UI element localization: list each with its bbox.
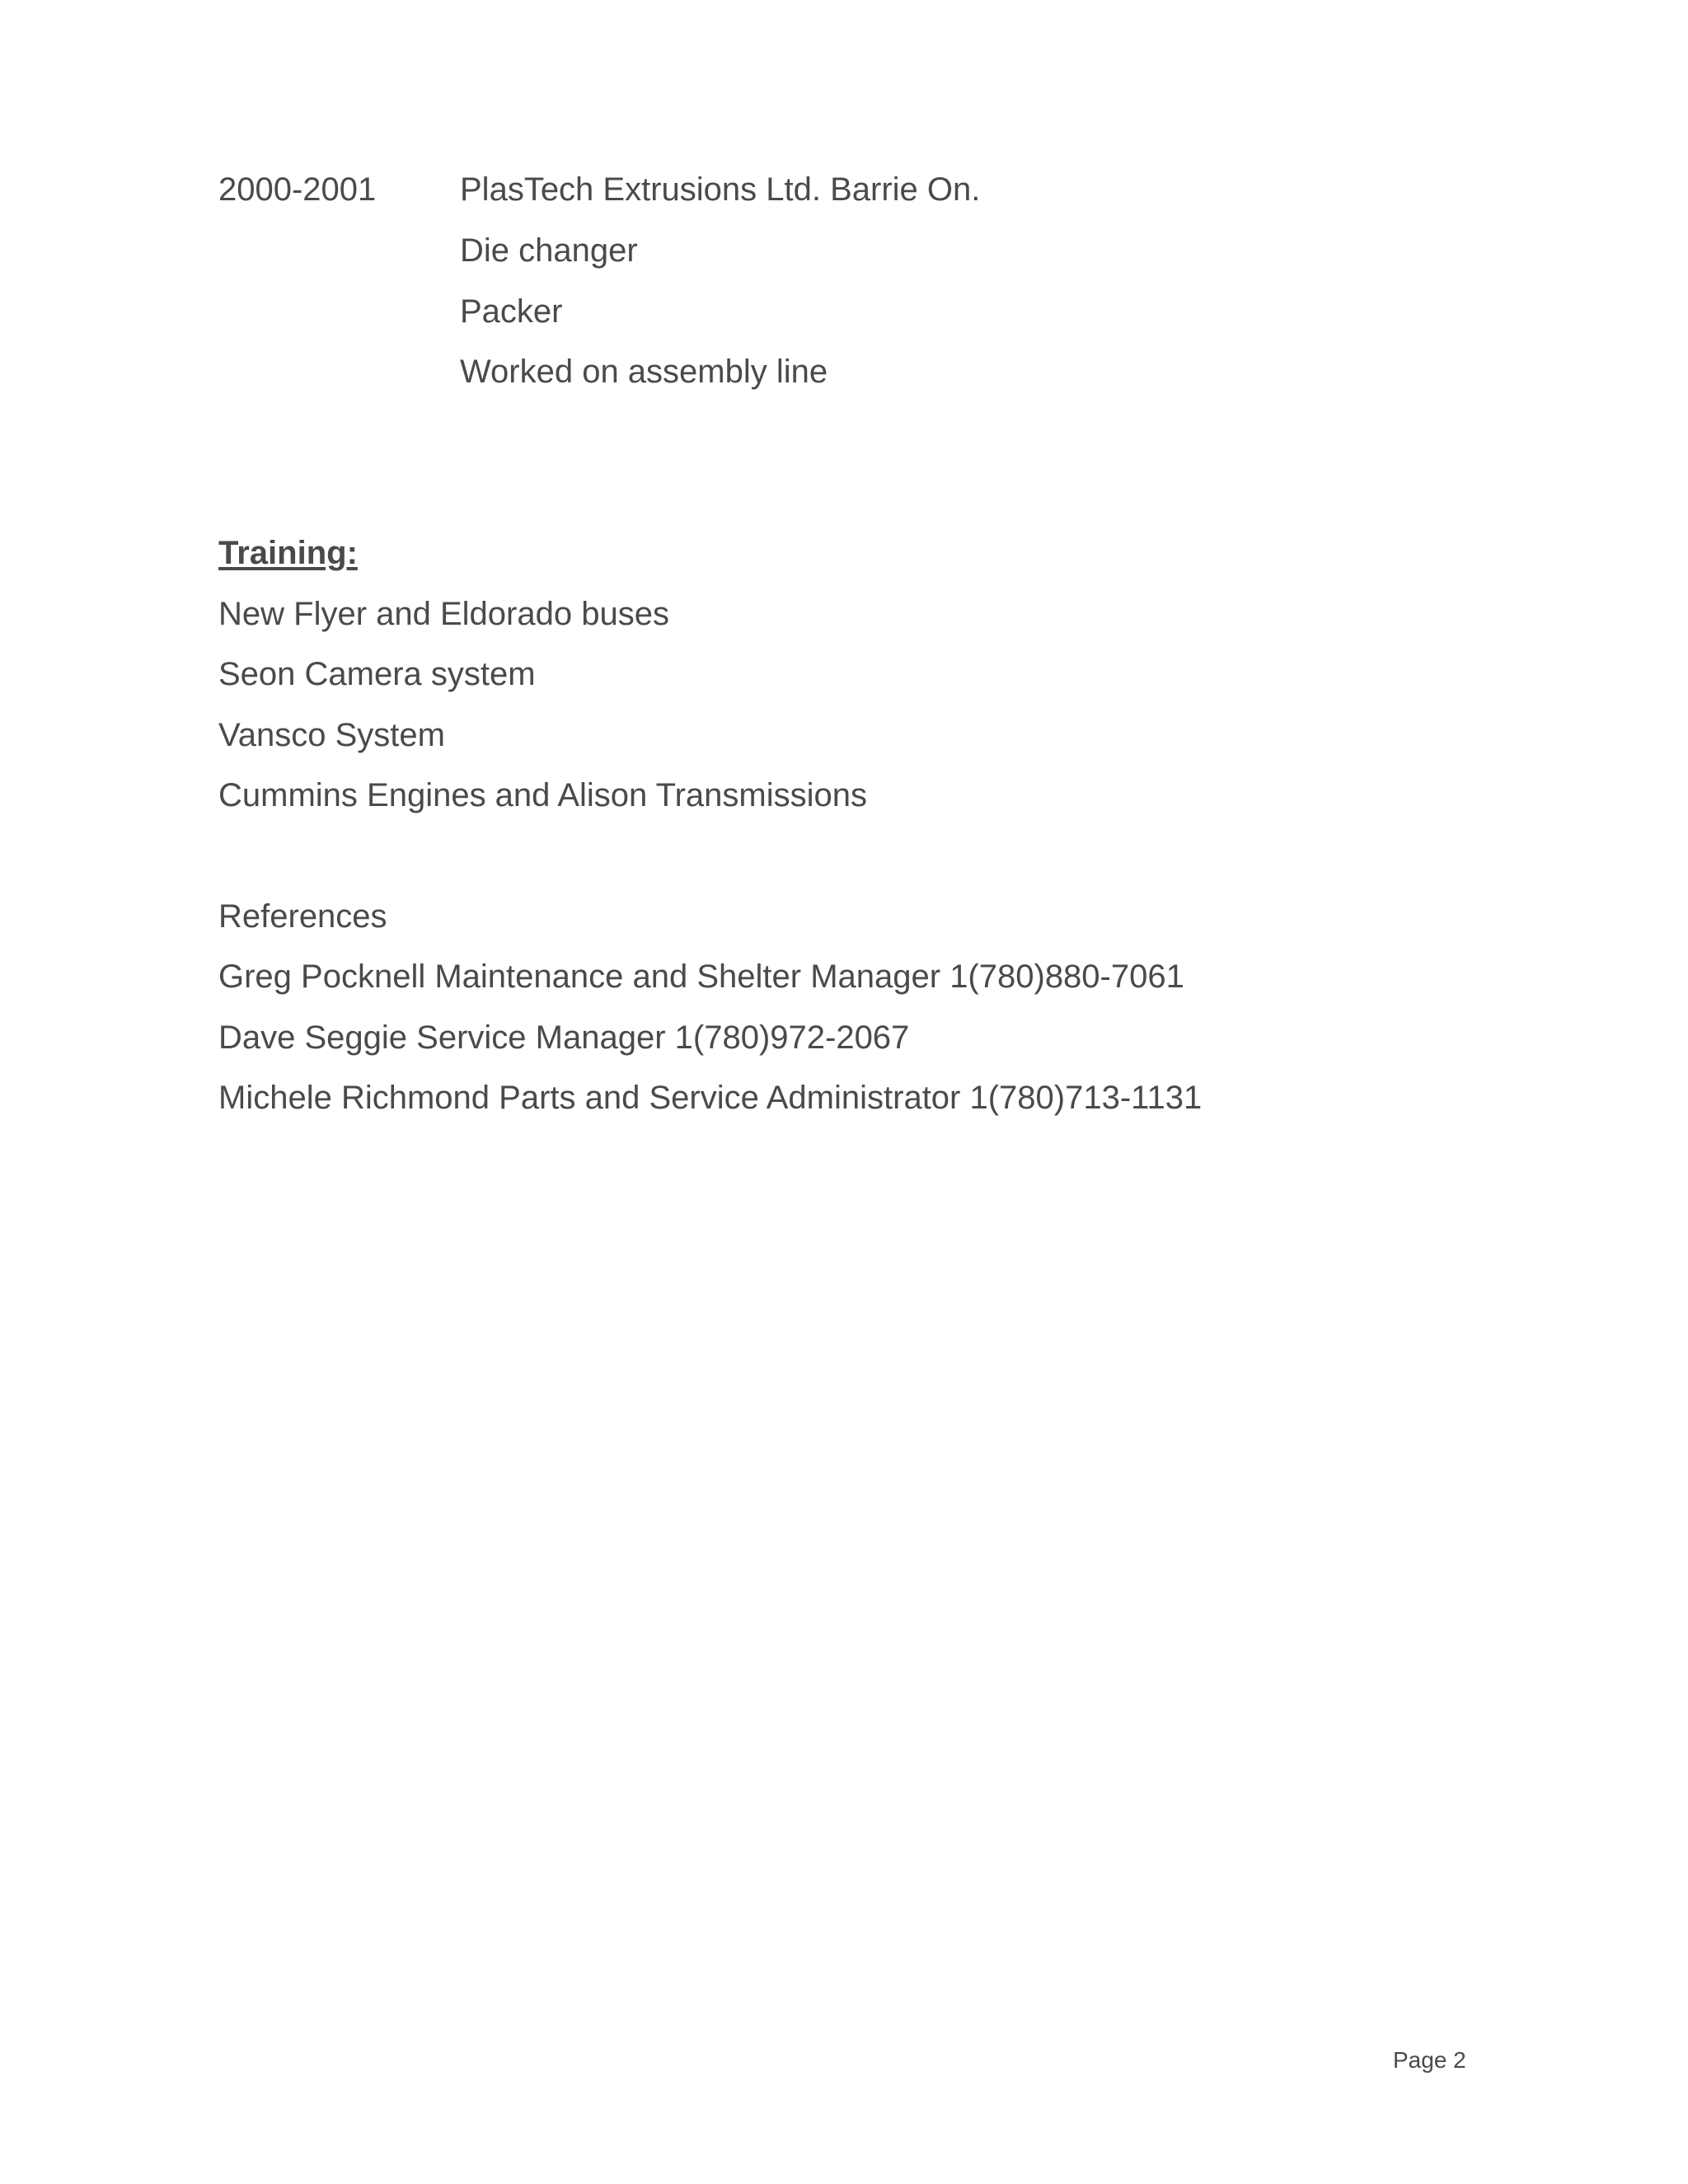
training-item: New Flyer and Eldorado buses bbox=[218, 596, 669, 632]
training-item: Seon Camera system bbox=[218, 656, 536, 692]
employment-duty: Packer bbox=[460, 293, 563, 330]
training-heading: Training: bbox=[218, 535, 358, 571]
reference-item: Michele Richmond Parts and Service Administrator 1(780)713-1131 bbox=[218, 1080, 1203, 1116]
employment-duty: Die changer bbox=[460, 232, 638, 269]
page-number: Page 2 bbox=[1393, 2047, 1466, 2073]
references-heading: References bbox=[218, 898, 387, 935]
reference-item: Greg Pocknell Maintenance and Shelter Manager 1(780)880-7061 bbox=[218, 958, 1184, 995]
training-item: Cummins Engines and Alison Transmissions bbox=[218, 777, 868, 813]
employment-company: PlasTech Extrusions Ltd. Barrie On. bbox=[460, 171, 981, 208]
reference-item: Dave Seggie Service Manager 1(780)972-2067 bbox=[218, 1019, 910, 1056]
employment-duty: Worked on assembly line bbox=[460, 354, 828, 390]
employment-years: 2000-2001 bbox=[218, 171, 377, 208]
training-item: Vansco System bbox=[218, 717, 445, 753]
